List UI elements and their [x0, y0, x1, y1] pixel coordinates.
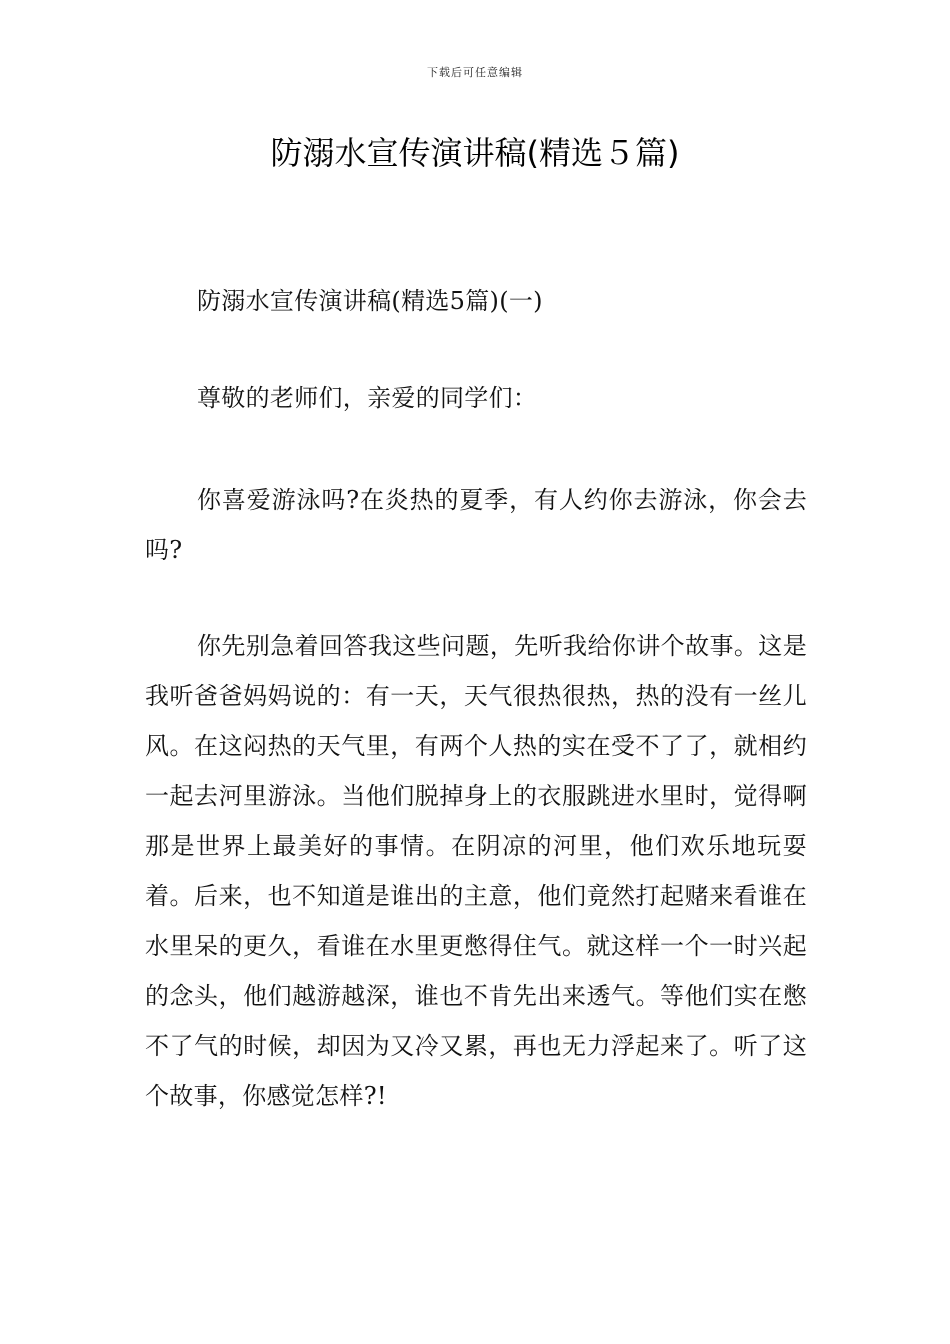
- section-subtitle: 防溺水宣传演讲稿(精选5篇)(一): [197, 287, 543, 315]
- question-paragraph: 你喜爱游泳吗?在炎热的夏季，有人约你去游泳，你会去吗?: [145, 486, 807, 564]
- document-title: 防溺水宣传演讲稿(精选５篇): [270, 134, 680, 172]
- greeting-paragraph: 尊敬的老师们，亲爱的同学们：: [197, 384, 538, 412]
- header-note: 下载后可任意编辑: [427, 66, 523, 79]
- story-paragraph: 你先别急着回答我这些问题，先听我给你讲个故事。这是我听爸爸妈妈说的：有一天，天气很热很热，热的没有一丝儿风。在这闷热的天气里，有两个人热的实在受不了了，就相约一起去河里游泳。当他们脱掉身上的衣服跳进水里时，觉得啊那是世界上最美好的事情。在阴凉的河里，他们欢乐地玩耍着。后来，也不知道是谁出的主意，他们竟然打起赌来看谁在水里呆的更久，看谁在水里更憋得住气。就这样一个一时兴起的念头，他们越游越深，谁也不肯先出来透气。等他们实在憋不了气的时候，却因为又冷又累，再也无力浮起来了。听了这个故事，你感觉怎样?!: [145, 632, 807, 1110]
